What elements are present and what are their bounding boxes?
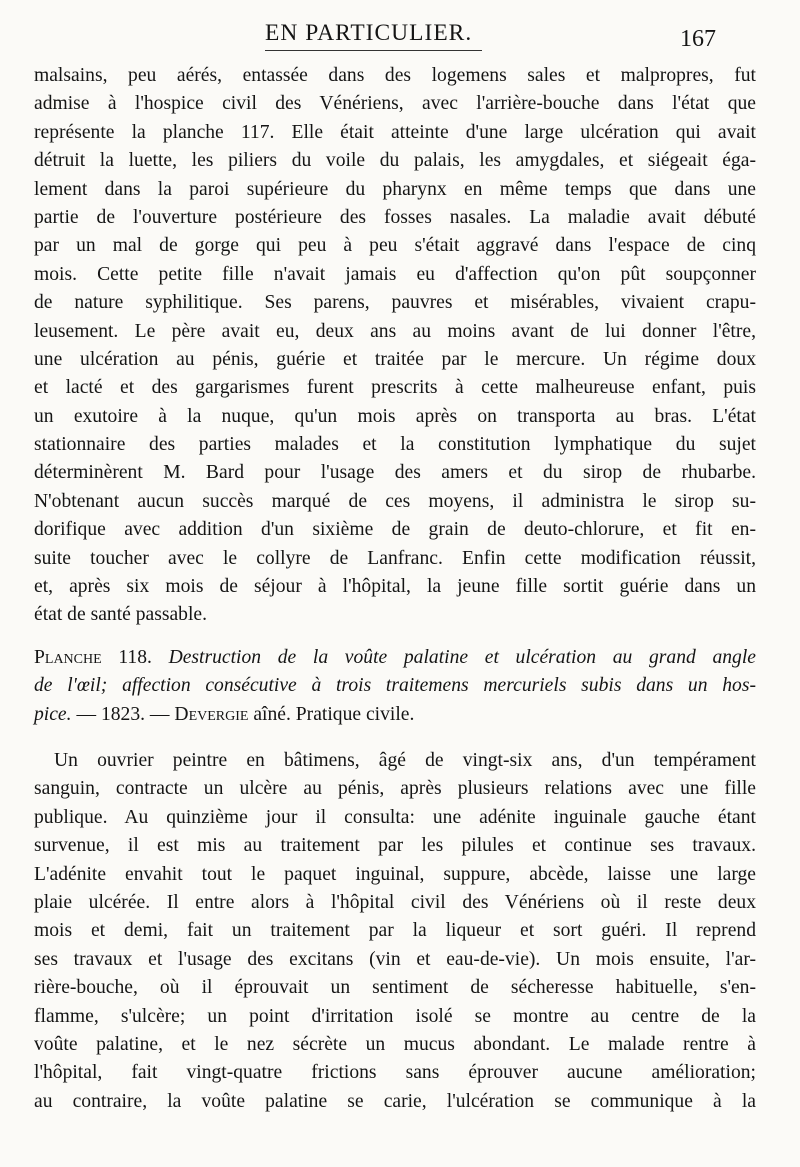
- text-line: de nature syphilitique. Ses parens, pauvres et misérables, vivaient crapu-: [34, 292, 756, 314]
- plate-source: aîné. Pratique civile.: [248, 703, 415, 725]
- text-line: déterminèrent M. Bard pour l'usage des amers et du sirop de rhubarbe.: [34, 462, 756, 484]
- running-head: [0, 20, 800, 54]
- text-line: suite toucher avec le collyre de Lanfranc. Enfin cette modification réussit,: [34, 547, 756, 569]
- text-line: L'adénite envahit tout le paquet inguinal, suppure, abcède, laisse une large: [34, 863, 756, 885]
- text-line: plaie ulcérée. Il entre alors à l'hôpital civil des Vénériens où il reste deux: [34, 891, 756, 913]
- text-line: état de santé passable.: [34, 604, 208, 626]
- plate-heading-line: [34, 644, 756, 672]
- text-line: représente la planche 117. Elle était atteinte d'une large ulcération qui avait: [34, 121, 756, 143]
- paragraph-gap: [34, 729, 756, 747]
- text-line: admise à l'hospice civil des Vénériens, avec l'arrière-bouche dans l'état que: [34, 93, 756, 115]
- text-line: lement dans la paroi supérieure du pharynx en même temps que dans une: [34, 178, 756, 200]
- text-line: survenue, il est mis au traitement par les pilules et continue ses travaux.: [34, 835, 756, 857]
- text-line: partie de l'ouverture postérieure des fosses nasales. La maladie avait débuté: [34, 206, 756, 228]
- running-title: EN PARTICULIER.: [265, 20, 473, 45]
- plate-heading-line: [34, 701, 756, 729]
- plate-heading-line: de l'œil; affection consécutive à trois traitemens mercuriels subis dans un hos-: [34, 675, 756, 697]
- text-line: au contraire, la voûte palatine se carie, l'ulcération se communique à la: [34, 1090, 756, 1112]
- text-block: [34, 62, 756, 1116]
- plate-title: Destruction de la voûte palatine et ulcération au grand angle: [168, 646, 756, 668]
- paragraph-2: [34, 747, 756, 1116]
- plate-title-end: pice.: [34, 703, 72, 725]
- paragraph-gap: [34, 630, 756, 644]
- text-line: et lacté et des gargarismes furent prescrits à cette malheureuse enfant, puis: [34, 377, 756, 399]
- running-title-rule: [265, 50, 482, 51]
- text-line: ses travaux et l'usage des excitans (vin et eau-de-vie). Un mois ensuite, l'ar-: [34, 948, 756, 970]
- plate-label: Planche 118.: [34, 646, 152, 668]
- text-line: sanguin, contracte un ulcère au pénis, après plusieurs relations avec une fille: [34, 778, 756, 800]
- text-line: détruit la luette, les piliers du voile du palais, les amygdales, et siégeait éga-: [34, 150, 756, 172]
- text-line: mois. Cette petite fille n'avait jamais eu d'affection qu'on pût soupçonner: [34, 263, 756, 285]
- text-line: leusement. Le père avait eu, deux ans au moins avant de lui donner l'être,: [34, 320, 756, 342]
- text-line: un exutoire à la nuque, qu'un mois après on transporta au bras. L'état: [34, 405, 756, 427]
- text-line: et, après six mois de séjour à l'hôpital, la jeune fille sortit guérie dans un: [34, 576, 756, 598]
- text-line: N'obtenant aucun succès marqué de ces moyens, il administra le sirop su-: [34, 490, 756, 512]
- text-line: flamme, s'ulcère; un point d'irritation isolé se montre au centre de la: [34, 1005, 756, 1027]
- text-line: malsains, peu aérés, entassée dans des logemens sales et malpropres, fut: [34, 65, 756, 86]
- plate-date: — 1823. —: [71, 703, 175, 725]
- paragraph-1: [34, 62, 756, 630]
- text-line: une ulcération au pénis, guérie et traitée par le mercure. Un régime doux: [34, 348, 756, 370]
- text-line: stationnaire des parties malades et la constitution lymphatique du sujet: [34, 434, 756, 456]
- text-line: Un ouvrier peintre en bâtimens, âgé de vingt-six ans, d'un tempérament: [54, 749, 756, 771]
- plate-heading: [34, 644, 756, 729]
- text-line: l'hôpital, fait vingt-quatre frictions sans éprouver aucune amélioration;: [34, 1062, 756, 1084]
- text-line: par un mal de gorge qui peu à peu s'était aggravé dans l'espace de cinq: [34, 235, 756, 257]
- text-line: dorifique avec addition d'un sixième de grain de deuto-chlorure, et fit en-: [34, 519, 756, 541]
- text-line: publique. Au quinzième jour il consulta: une adénite inguinale gauche étant: [34, 806, 756, 828]
- text-line: rière-bouche, où il éprouvait un sentiment de sécheresse habituelle, s'en-: [34, 977, 756, 999]
- page-number: 167: [680, 26, 716, 52]
- plate-author: Devergie: [174, 703, 249, 725]
- text-line: mois et demi, fait un traitement par la liqueur et sort guéri. Il reprend: [34, 920, 756, 942]
- text-line: voûte palatine, et le nez sécrète un mucus abondant. Le malade rentre à: [34, 1033, 756, 1055]
